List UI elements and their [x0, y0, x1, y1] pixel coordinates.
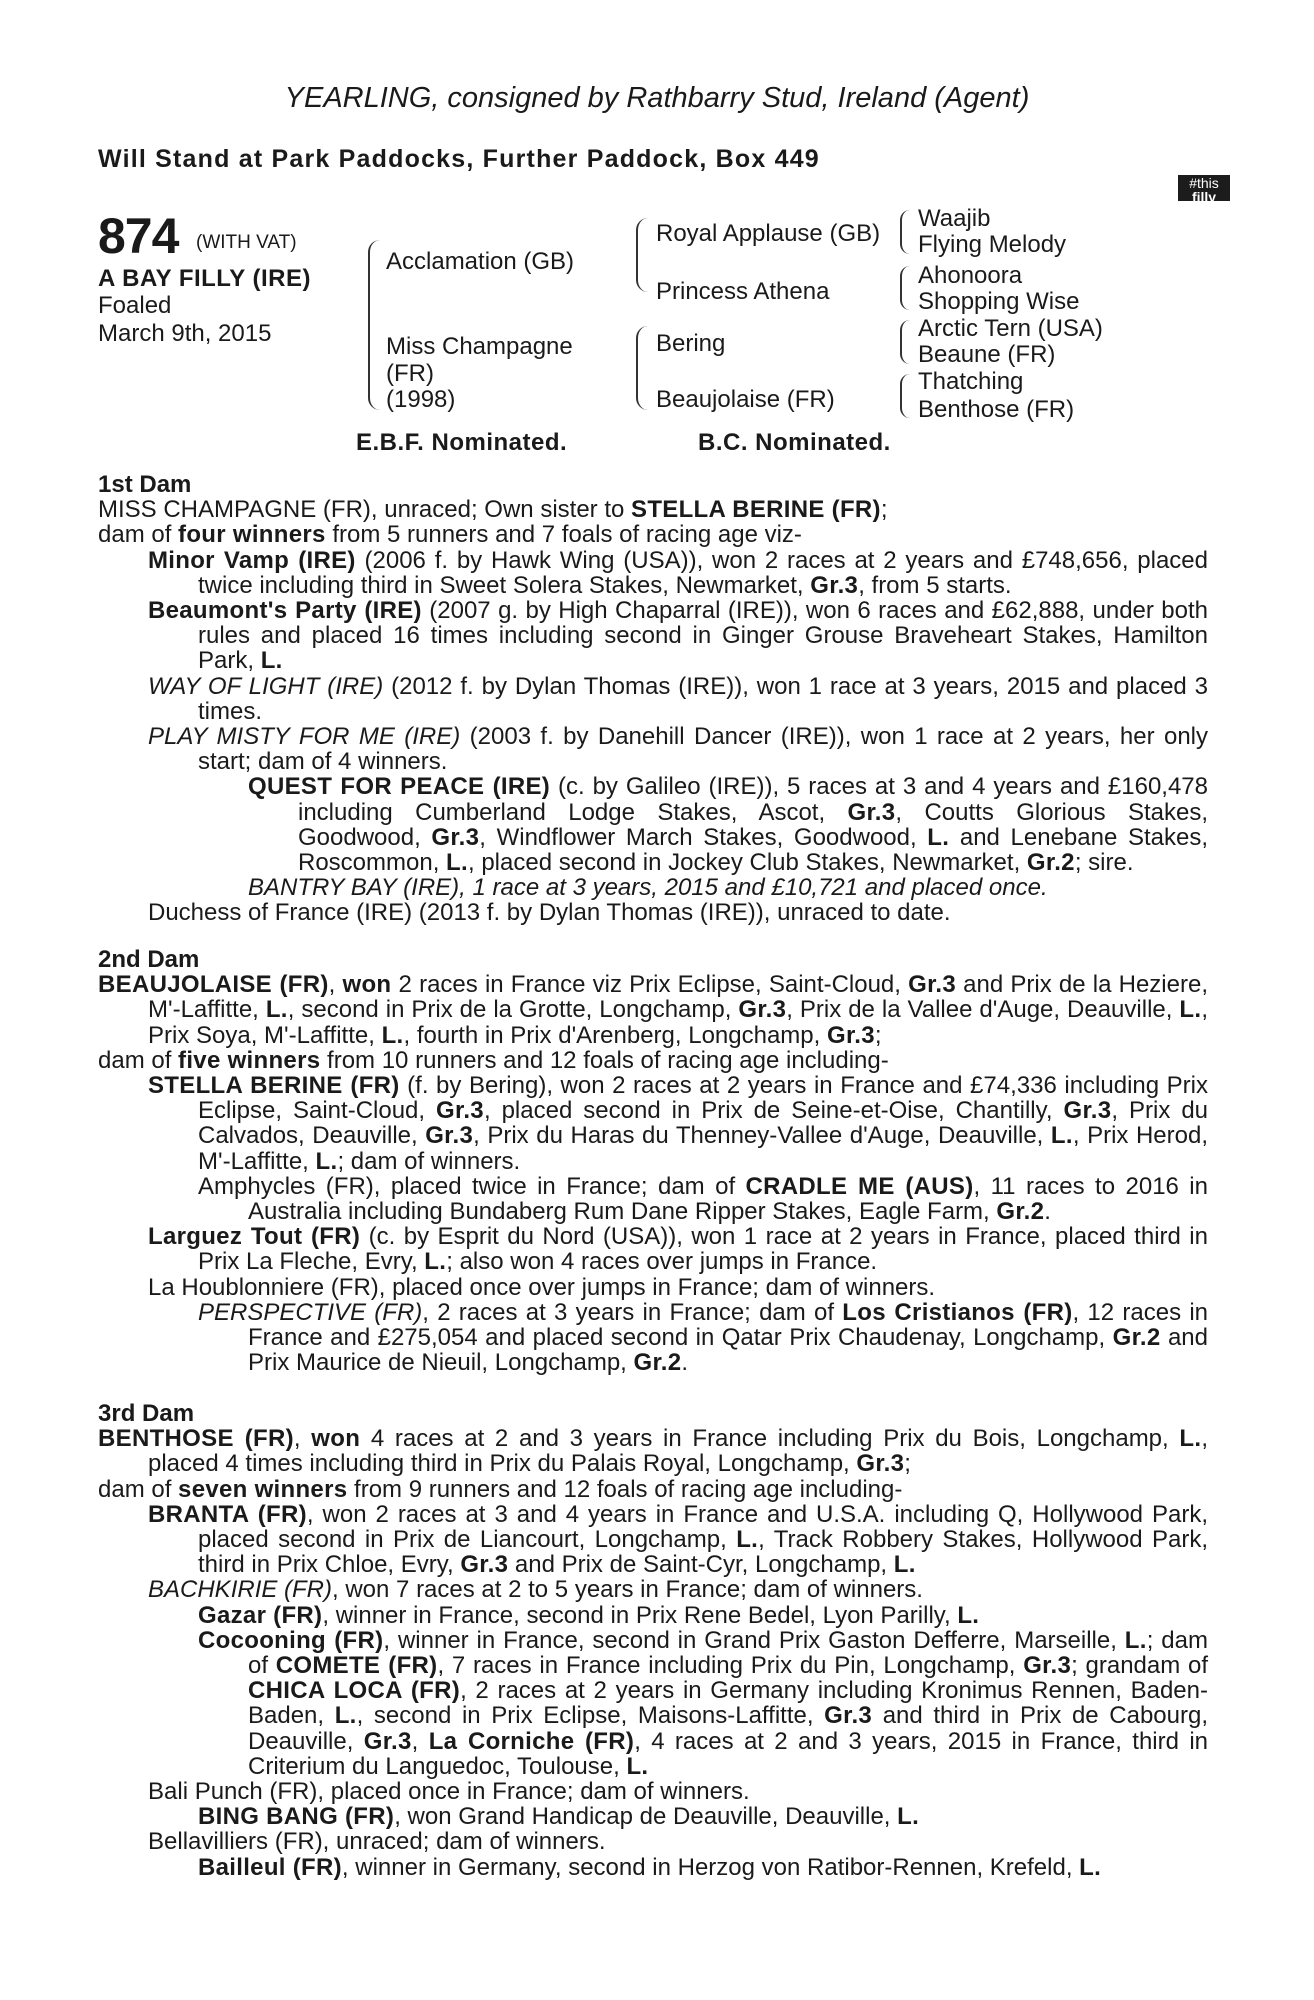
text: , second in Prix Eclipse, Maisons-Laffitte, [356, 1702, 825, 1730]
text: , winner in France, second in Prix Rene Bedel, Lyon Parilly, [322, 1601, 958, 1629]
horse-name: Gazar (FR) [198, 1601, 323, 1629]
text: won [342, 971, 392, 999]
text: , won Grand Handicap de Deauville, Deauville, [394, 1803, 898, 1831]
text: and Prix de la Heziere, M'-Laffitte, [148, 971, 1208, 1024]
horse-name: WAY OF LIGHT (IRE) [148, 672, 384, 700]
grade: L. [334, 1702, 357, 1730]
grade: Gr.3 [436, 1097, 484, 1125]
produce-entry [198, 1855, 1208, 1880]
badge-line: filly [1191, 189, 1217, 205]
text: , 2 races at 2 years in Germany including Kronimus Rennen, Baden-Baden, [248, 1677, 1208, 1730]
stand-location: Will Stand at Park Paddocks, Further Paddock, Box 449 [98, 145, 820, 173]
dam-description [98, 972, 1208, 1048]
produce-entry [148, 724, 1208, 774]
produce-entry [148, 1073, 1208, 1174]
grade: Gr.3 [1023, 1652, 1072, 1680]
dam-produce-summary [98, 1048, 1208, 1073]
text: ; sire. [1074, 849, 1134, 877]
grade: L. [736, 1526, 759, 1554]
ebf-nominated: E.B.F. Nominated. [356, 429, 568, 456]
produce-entry [198, 1174, 1208, 1224]
horse-name: BANTRY BAY (IRE) [248, 874, 460, 902]
produce-entry [148, 598, 1208, 674]
text: , 12 races in France and £275,054 and placed second in Qatar Prix Chaudenay, Longchamp, [248, 1298, 1208, 1352]
horse-name: Cocooning (FR) [198, 1626, 384, 1654]
text: . [681, 1349, 689, 1377]
grade: L. [424, 1248, 447, 1276]
grade: Gr.3 [824, 1702, 873, 1730]
produce-entry [198, 1603, 1208, 1628]
text: , [328, 971, 343, 999]
grade: Gr.3 [431, 823, 480, 851]
text: ; grandam of [1071, 1652, 1209, 1680]
section-heading: 3rd Dam [98, 1400, 195, 1427]
grade: Gr.3 [847, 798, 896, 826]
g3-ancestor: Shopping Wise [918, 288, 1080, 315]
text: MISS CHAMPAGNE (FR), unraced; Own sister to [98, 496, 632, 524]
produce-entry: Bali Punch (FR), placed once in France; dam of winners. [148, 1778, 750, 1806]
produce-entry [148, 1577, 1208, 1602]
text: , Prix du Calvados, Deauville, [198, 1097, 1209, 1150]
text: Amphycles (FR), placed twice in France; dam of [198, 1172, 746, 1200]
text: , Prix du Haras du Thenney-Vallee d'Auge, Deauville, [473, 1122, 1051, 1150]
text: , won 7 races at 2 to 5 years in France; dam of winners. [332, 1576, 923, 1604]
text: , placed 4 times including third in Prix du Palais Royal, Longchamp, [148, 1425, 1208, 1478]
produce-entry [248, 774, 1208, 875]
lot-vat: (WITH VAT) [196, 232, 297, 253]
dam: (1998) [386, 386, 456, 413]
horse-name: BEAUJOLAISE (FR) [98, 971, 329, 999]
grade: L. [1179, 1425, 1202, 1453]
text: ; [904, 1450, 911, 1478]
text: , Track Robbery Stakes, Hollywood Park, third in Prix Chloe, Evry, [198, 1526, 1209, 1579]
horse-name: CRADLE ME (AUS) [745, 1172, 974, 1200]
dam-produce-summary [98, 1477, 1208, 1502]
horse-name: Beaumont's Party (IRE) [148, 597, 422, 625]
text: , Prix Herod, M'-Laffitte, [198, 1122, 1208, 1175]
g3-ancestor: Arctic Tern (USA) [918, 315, 1103, 342]
grade: L. [1079, 1853, 1102, 1881]
horse-name: PLAY MISTY FOR ME (IRE) [148, 723, 461, 751]
dam-description [98, 497, 1208, 522]
text: (f. by Bering), won 2 races at 2 years in France and £74,336 including Prix Eclipse, Saint-Cloud, [198, 1072, 1208, 1125]
horse-name: CHICA LOCA (FR) [248, 1677, 461, 1705]
this-filly-can-logo [1178, 175, 1230, 219]
text: ; dam of [248, 1626, 1208, 1680]
text: (2012 f. by Dylan Thomas (IRE)), won 1 race at 3 years, 2015 and placed 3 times. [198, 672, 1208, 725]
g3-ancestor: Thatching [918, 368, 1024, 395]
text: , winner in Germany, second in Herzog von Ratibor-Rennen, Krefeld, [341, 1853, 1080, 1881]
text: and third in Prix de Cabourg, Deauville, [248, 1702, 1208, 1755]
dam: (FR) [386, 360, 434, 387]
grade: Gr.3 [460, 1551, 509, 1579]
text: , winner in France, second in Grand Prix Gaston Defferre, Marseille, [383, 1626, 1125, 1654]
foaled-date: March 9th, 2015 [98, 320, 272, 347]
grade: Gr.3 [425, 1122, 474, 1150]
text: (2003 f. by Danehill Dancer (IRE)), won 1 race at 2 years, her only start; dam of 4 winners. [198, 723, 1208, 776]
foaled-label: Foaled [98, 292, 172, 319]
horse-name: La Corniche (FR) [428, 1727, 635, 1755]
grade: L. [260, 647, 283, 675]
second-dam-section [98, 947, 1208, 1375]
dam-produce-summary [98, 522, 1208, 547]
section-heading: 2nd Dam [98, 946, 200, 973]
third-dam-section [98, 1401, 1208, 1880]
text: and Prix de Saint-Cyr, Longchamp, [508, 1551, 894, 1579]
text: and Lenebane Stakes, Roscommon, [298, 823, 1208, 877]
pedigree-brace [636, 218, 648, 292]
produce-entry: Bellavilliers (FR), unraced; dam of winners. [148, 1828, 606, 1856]
pedigree-brace [900, 266, 910, 310]
text: ; dam of winners. [337, 1147, 521, 1175]
text: , [293, 1425, 312, 1453]
produce-entry: La Houblonniere (FR), placed once over jumps in France; dam of winners. [148, 1273, 936, 1301]
text: , Prix de la Vallee d'Auge, Deauville, [786, 996, 1180, 1024]
produce-entry [148, 1502, 1208, 1578]
horse-name: Los Cristianos (FR) [842, 1298, 1073, 1326]
text: , 11 races to 2016 in Australia including Bundaberg Rum Dane Ripper Stakes, Eagle Farm, [248, 1172, 1208, 1226]
text: from 10 runners and 12 foals of racing age including- [320, 1046, 889, 1074]
grade: L. [957, 1601, 980, 1629]
horse-name: A BAY FILLY (IRE) [98, 265, 311, 292]
badge-line: can [1192, 203, 1216, 219]
horse-ref: STELLA BERINE (FR) [631, 496, 881, 524]
produce-entry [148, 1224, 1208, 1274]
winners-count: seven winners [178, 1475, 348, 1503]
text: dam of [98, 1475, 179, 1503]
text: 4 races at 2 and 3 years in France including Prix du Bois, Longchamp, [360, 1425, 1180, 1453]
text: , 2 races at 3 years in France; dam of [422, 1298, 843, 1326]
text: , 1 race at 3 years, 2015 and £10,721 and placed once. [459, 874, 1048, 902]
text: won [311, 1425, 361, 1453]
grade: L. [1050, 1122, 1073, 1150]
g3-ancestor: Waajib [918, 205, 991, 232]
grade: Gr.3 [810, 571, 859, 599]
horse-name: STELLA BERINE (FR) [148, 1072, 400, 1100]
text: , placed second in Jockey Club Stakes, Newmarket, [467, 849, 1027, 877]
grade: L. [1124, 1626, 1147, 1654]
winners-count: four winners [178, 521, 326, 549]
horse-name: Bailleul (FR) [198, 1853, 342, 1881]
produce-entry: Duchess of France (IRE) (2013 f. by Dylan Thomas (IRE)), unraced to date. [148, 899, 951, 927]
text: . [1044, 1198, 1051, 1226]
g3-ancestor: Flying Melody [918, 231, 1067, 258]
pedigree-brace [900, 320, 910, 364]
produce-entry [148, 548, 1208, 598]
text: ; also won 4 races over jumps in France. [446, 1248, 878, 1276]
grade: L. [897, 1803, 920, 1831]
first-dam-section [98, 472, 1208, 926]
text: , placed second in Prix de Seine-et-Oise, Chantilly, [483, 1097, 1064, 1125]
dam-description [98, 1426, 1208, 1476]
grade: L. [315, 1147, 338, 1175]
g3-ancestor: Beaune (FR) [918, 341, 1056, 368]
text: (c. by Galileo (IRE)), 5 races at 3 and 4 years and £160,478 including Cumberland Lodge Stakes, Ascot, [298, 773, 1208, 826]
section-heading: 1st Dam [98, 471, 192, 498]
text: , [411, 1727, 429, 1755]
text: (2006 f. by Hawk Wing (USA)), won 2 races at 2 years and £748,656, placed twice including third in Sweet Solera Stakes, Newmarket, [198, 546, 1208, 599]
pedigree-brace [636, 326, 648, 410]
pedigree-brace [900, 210, 910, 254]
grade: Gr.3 [856, 1450, 905, 1478]
grade: L. [381, 1021, 404, 1049]
sire-sire: Royal Applause (GB) [656, 220, 881, 247]
produce-entry [198, 1300, 1208, 1376]
text: and Prix Maurice de Nieuil, Longchamp, [248, 1324, 1208, 1377]
horse-name: BACHKIRIE (FR) [148, 1576, 333, 1604]
produce-entry [248, 875, 1208, 900]
produce-entry [198, 1804, 1208, 1829]
g3-ancestor: Benthose (FR) [918, 396, 1075, 423]
text: , fourth in Prix d'Arenberg, Longchamp, [403, 1021, 827, 1049]
text: (2007 g. by High Chaparral (IRE)), won 6 races and £62,888, under both rules and placed 16 times including second in Ginger Grouse Braveheart Stakes, Hamilton Park, [198, 597, 1209, 675]
grade: Gr.3 [363, 1727, 412, 1755]
sire-dam: Princess Athena [656, 278, 830, 305]
text: , won 2 races at 3 and 4 years in France and U.S.A. including Q, Hollywood Park, placed second in Prix de Liancourt, Longchamp, [198, 1500, 1209, 1554]
text: 2 races in France viz Prix Eclipse, Saint-Cloud, [391, 971, 909, 999]
text: , from 5 starts. [858, 571, 1012, 599]
text: (c. by Esprit du Nord (USA)), won 1 race at 2 years in France, placed third in Prix La Fleche, Evry, [198, 1223, 1208, 1276]
grade: Gr.3 [826, 1021, 875, 1049]
pedigree-brace [900, 374, 910, 418]
produce-entry [148, 674, 1208, 724]
horse-name: QUEST FOR PEACE (IRE) [248, 773, 551, 801]
text: , second in Prix de la Grotte, Longchamp, [287, 996, 739, 1024]
lot-number: 874 [98, 208, 179, 264]
horse-name: PERSPECTIVE (FR) [198, 1298, 423, 1326]
text: , Coutts Glorious Stakes, Goodwood, [298, 798, 1208, 851]
produce-entry [198, 1628, 1208, 1779]
horse-name: Minor Vamp (IRE) [148, 546, 356, 574]
grade: Gr.3 [1063, 1097, 1112, 1125]
text: from 5 runners and 7 foals of racing age viz- [325, 521, 802, 549]
dam-dam: Beaujolaise (FR) [656, 386, 835, 413]
text: , Prix Soya, M'-Laffitte, [148, 996, 1208, 1049]
grade: L. [265, 996, 288, 1024]
grade: Gr.2 [1026, 849, 1075, 877]
horse-name: BRANTA (FR) [148, 1500, 307, 1528]
dam-sire: Bering [656, 330, 726, 357]
grade: Gr.3 [908, 971, 957, 999]
text: ; [880, 496, 888, 524]
grade: L. [893, 1551, 916, 1579]
grade: Gr.3 [738, 996, 787, 1024]
grade: L. [446, 849, 468, 877]
horse-name: BING BANG (FR) [198, 1803, 395, 1831]
pedigree-brace [368, 240, 380, 410]
grade: L. [927, 823, 950, 851]
sire: Acclamation (GB) [386, 248, 575, 275]
bc-nominated: B.C. Nominated. [698, 429, 891, 456]
horse-name: Larguez Tout (FR) [148, 1223, 361, 1251]
text: ; [874, 1021, 882, 1049]
grade: L. [1179, 996, 1202, 1024]
grade: Gr.2 [996, 1198, 1045, 1226]
grade: L. [626, 1752, 649, 1780]
grade: Gr.2 [1112, 1324, 1161, 1352]
winners-count: five winners [178, 1046, 321, 1074]
badge-line: #this [1189, 175, 1219, 191]
text: , 7 races in France including Prix du Pin, Longchamp, [437, 1652, 1024, 1680]
dam: Miss Champagne [386, 333, 573, 360]
horse-name: COMETE (FR) [275, 1652, 438, 1680]
g3-ancestor: Ahonoora [918, 262, 1023, 289]
text: dam of [98, 521, 179, 549]
horse-name: BENTHOSE (FR) [98, 1425, 294, 1453]
grade: Gr.2 [633, 1349, 682, 1377]
text: from 9 runners and 12 foals of racing age including- [347, 1475, 903, 1503]
text: , 4 races at 2 and 3 years, 2015 in France, third in Criterium du Languedoc, Toulouse, [248, 1727, 1208, 1780]
text: dam of [98, 1046, 179, 1074]
page-title: YEARLING, consigned by Rathbarry Stud, Ireland (Agent) [284, 82, 1030, 114]
text: , Windflower March Stakes, Goodwood, [479, 823, 928, 851]
